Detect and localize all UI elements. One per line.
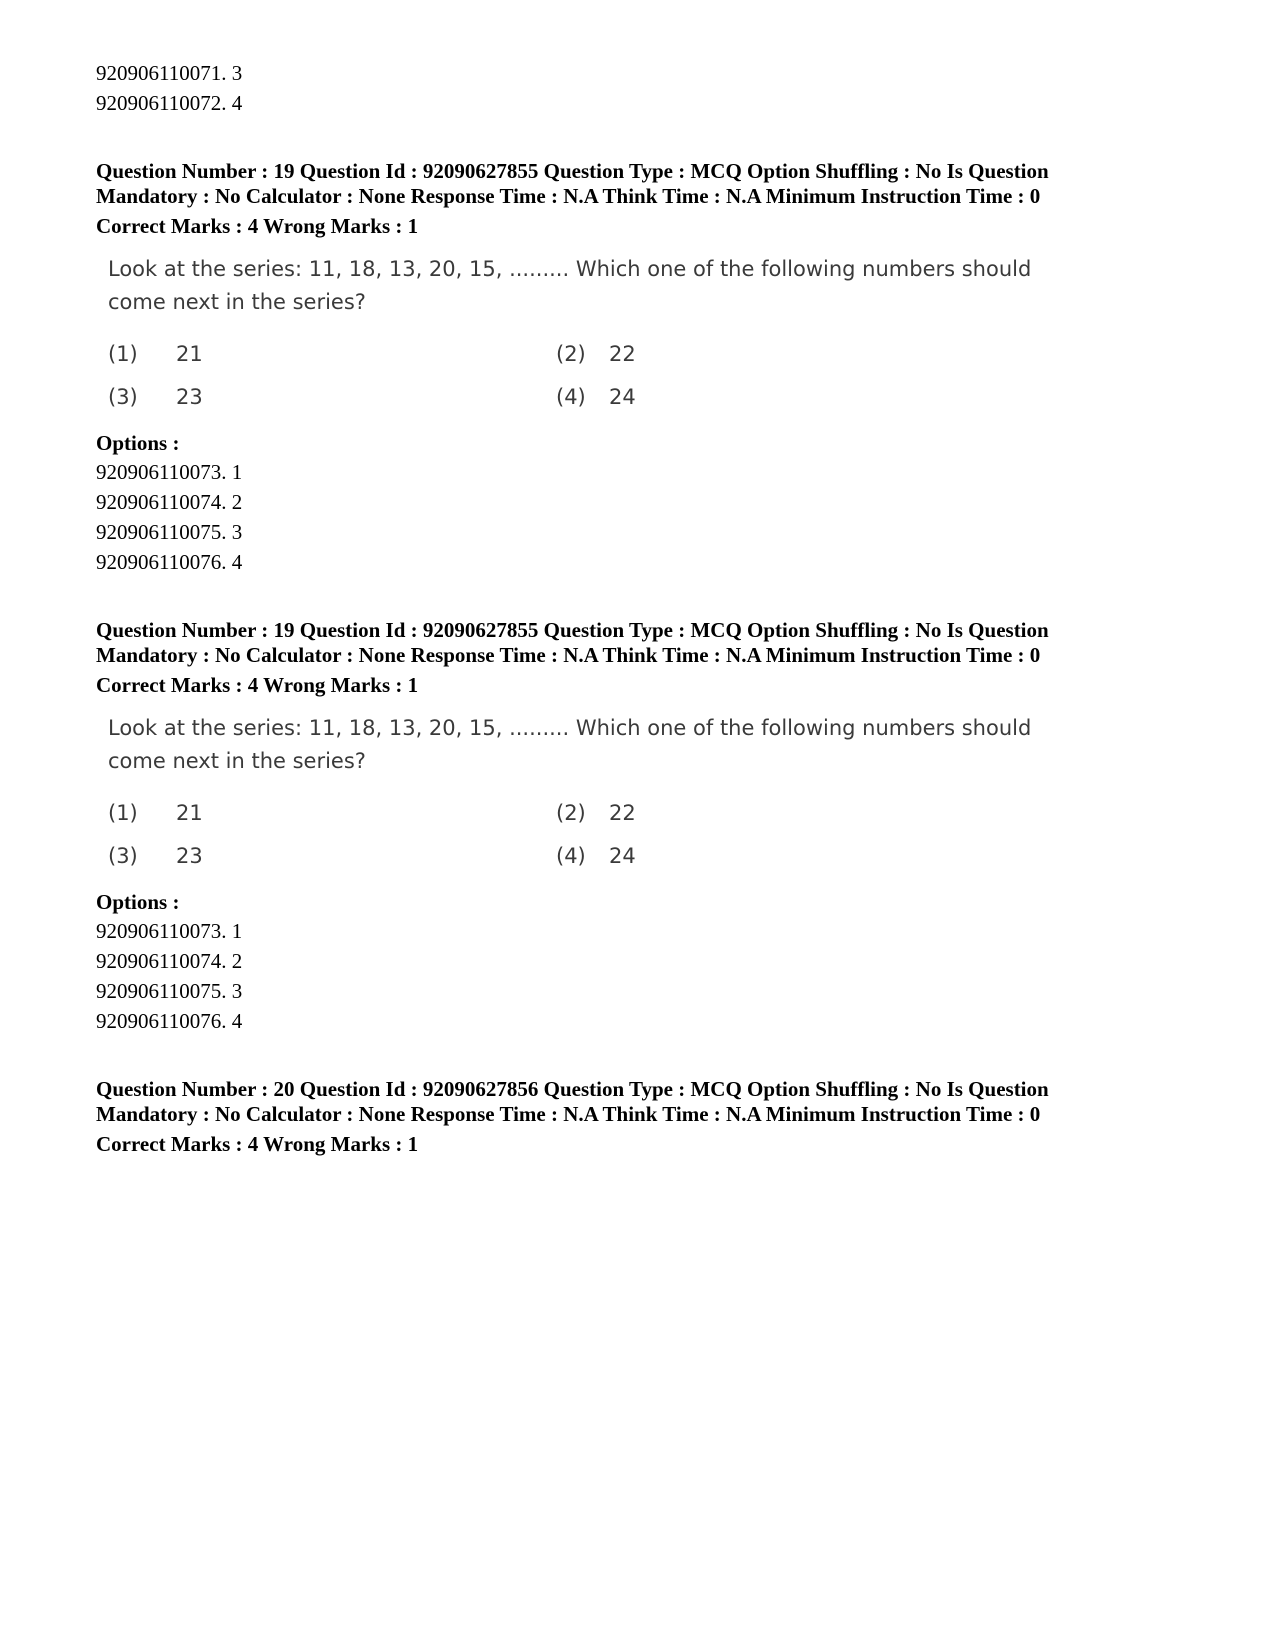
marks-line: Correct Marks : 4 Wrong Marks : 1	[96, 214, 419, 238]
option-line: 920906110076. 4	[96, 1009, 243, 1033]
question-image	[96, 256, 1036, 436]
option-line: 920906110071. 3	[96, 61, 243, 85]
choice-number: (1)	[108, 342, 138, 366]
choice-value: 23	[176, 844, 203, 868]
choice-value: 23	[176, 385, 203, 409]
question-text-line1: Look at the series: 11, 18, 13, 20, 15, ......... Which one of the following numbers should	[108, 257, 1032, 281]
marks-line: Correct Marks : 4 Wrong Marks : 1	[96, 673, 419, 697]
option-line: 920906110072. 4	[96, 91, 243, 115]
choice-value: 22	[609, 342, 636, 366]
question-header-line2: Mandatory : No Calculator : None Response Time : N.A Think Time : N.A Minimum Instruction Time : 0	[96, 184, 1041, 208]
choice-value: 24	[609, 385, 636, 409]
choice-value: 21	[176, 342, 203, 366]
choice-number: (1)	[108, 801, 138, 825]
choice-number: (4)	[556, 385, 586, 409]
option-line: 920906110076. 4	[96, 550, 243, 574]
choice-value: 24	[609, 844, 636, 868]
choice-number: (4)	[556, 844, 586, 868]
options-label: Options :	[96, 431, 180, 455]
option-line: 920906110074. 2	[96, 490, 243, 514]
question-header-line1: Question Number : 19 Question Id : 92090627855 Question Type : MCQ Option Shuffling : No Is Question	[96, 159, 1049, 183]
question-header-line1: Question Number : 20 Question Id : 92090627856 Question Type : MCQ Option Shuffling : No Is Question	[96, 1077, 1049, 1101]
marks-line: Correct Marks : 4 Wrong Marks : 1	[96, 1132, 419, 1156]
choice-value: 22	[609, 801, 636, 825]
option-line: 920906110074. 2	[96, 949, 243, 973]
option-line: 920906110075. 3	[96, 520, 243, 544]
question-header-line1: Question Number : 19 Question Id : 92090627855 Question Type : MCQ Option Shuffling : No Is Question	[96, 618, 1049, 642]
option-line: 920906110073. 1	[96, 460, 243, 484]
choice-number: (3)	[108, 844, 138, 868]
choice-number: (2)	[556, 342, 586, 366]
choice-value: 21	[176, 801, 203, 825]
option-line: 920906110073. 1	[96, 919, 243, 943]
choice-number: (2)	[556, 801, 586, 825]
question-image	[96, 715, 1036, 895]
options-label: Options :	[96, 890, 180, 914]
question-text-line2: come next in the series?	[108, 290, 366, 314]
question-header-line2: Mandatory : No Calculator : None Response Time : N.A Think Time : N.A Minimum Instruction Time : 0	[96, 643, 1041, 667]
question-text-line2: come next in the series?	[108, 749, 366, 773]
choice-number: (3)	[108, 385, 138, 409]
question-text-line1: Look at the series: 11, 18, 13, 20, 15, ......... Which one of the following numbers should	[108, 716, 1032, 740]
option-line: 920906110075. 3	[96, 979, 243, 1003]
question-header-line2: Mandatory : No Calculator : None Response Time : N.A Think Time : N.A Minimum Instruction Time : 0	[96, 1102, 1041, 1126]
